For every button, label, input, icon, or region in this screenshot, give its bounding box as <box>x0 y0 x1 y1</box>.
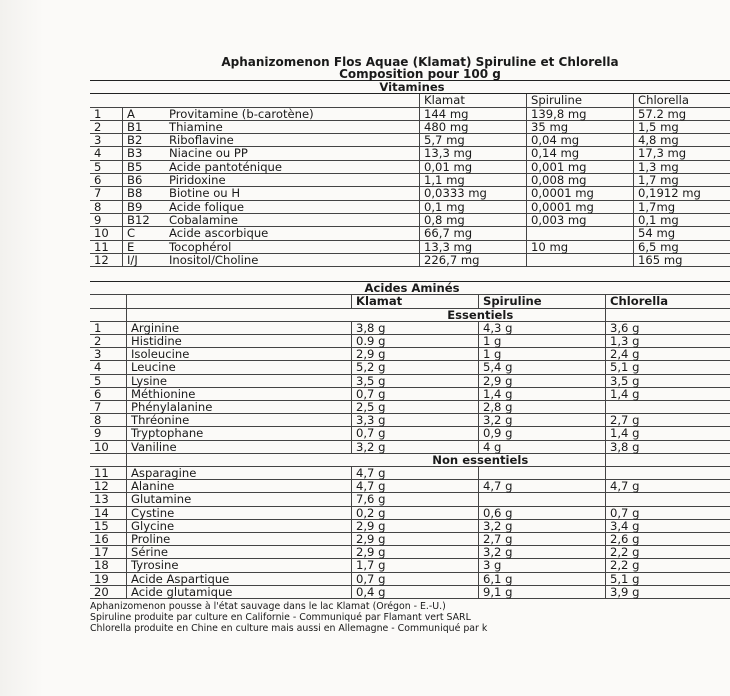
vitamin-code: C <box>123 227 166 240</box>
chlorella-value: 0,1 mg <box>634 213 730 226</box>
acides-section-row <box>90 282 730 295</box>
column-header: Spiruline <box>527 94 634 107</box>
chlorella-value: 5,1 g <box>606 572 730 585</box>
subsection-spacer <box>127 453 352 466</box>
chlorella-value: 1,4 g <box>606 427 730 440</box>
vitamin-name: Provitamine (b-carotène) <box>165 107 420 120</box>
klamat-value: 2,9 g <box>352 348 479 361</box>
chlorella-value: 1,7 mg <box>634 174 730 187</box>
chlorella-value <box>606 400 730 413</box>
notes <box>90 601 730 634</box>
spiruline-value: 0,9 g <box>479 427 606 440</box>
klamat-value: 13,3 mg <box>420 147 527 160</box>
klamat-value: 7,6 g <box>352 493 479 506</box>
row-number: 12 <box>90 480 127 493</box>
vitamines-section-title: Vitamines <box>90 81 730 94</box>
klamat-value: 66,7 mg <box>420 227 527 240</box>
klamat-value: 0.9 g <box>352 334 479 347</box>
amino-acid-name: Tryptophane <box>127 427 352 440</box>
vitamin-name: Inositol/Choline <box>165 253 420 266</box>
acides-section-title: Acides Aminés <box>90 282 730 295</box>
vitamin-name: Tocophérol <box>165 240 420 253</box>
column-header: Chlorella <box>606 295 730 308</box>
row-number: 8 <box>90 200 123 213</box>
table-row <box>90 427 730 440</box>
amino-acid-name: Phénylalanine <box>127 400 352 413</box>
klamat-value: 1,7 g <box>352 559 479 572</box>
table-row <box>90 533 730 546</box>
chlorella-value: 6,5 mg <box>634 240 730 253</box>
chlorella-value: 3,9 g <box>606 585 730 598</box>
chlorella-value <box>606 467 730 480</box>
klamat-value: 226,7 mg <box>420 253 527 266</box>
table-row <box>90 493 730 506</box>
vitamin-code: B3 <box>123 147 166 160</box>
row-number: 6 <box>90 387 127 400</box>
spiruline-value: 0,001 mg <box>527 160 634 173</box>
amino-acid-name: Alanine <box>127 480 352 493</box>
spiruline-value: 0,008 mg <box>527 174 634 187</box>
amino-acid-name: Méthionine <box>127 387 352 400</box>
table-row <box>90 519 730 532</box>
row-number: 11 <box>90 467 127 480</box>
chlorella-value: 1,5 mg <box>634 120 730 133</box>
table-row <box>90 147 730 160</box>
table-row <box>90 321 730 334</box>
document-title: Aphanizomenon Flos Aquae (Klamat) Spiruline et Chlorella <box>221 55 619 69</box>
klamat-value: 144 mg <box>420 107 527 120</box>
spiruline-value: 35 mg <box>527 120 634 133</box>
subsection-spacer <box>90 308 127 321</box>
klamat-value: 0,0333 mg <box>420 187 527 200</box>
vitamin-name: Niacine ou PP <box>165 147 420 160</box>
chlorella-value: 165 mg <box>634 253 730 266</box>
table-row <box>90 506 730 519</box>
table-row <box>90 361 730 374</box>
row-number: 19 <box>90 572 127 585</box>
table-row <box>90 174 730 187</box>
subsection-spacer <box>606 453 730 466</box>
spiruline-value <box>527 253 634 266</box>
vitamin-name: Thiamine <box>165 120 420 133</box>
chlorella-value: 2,6 g <box>606 533 730 546</box>
spiruline-value: 4 g <box>479 440 606 453</box>
row-number: 13 <box>90 493 127 506</box>
table-row <box>90 414 730 427</box>
subsection-spacer <box>606 308 730 321</box>
row-number: 7 <box>90 400 127 413</box>
amino-acid-name: Vaniline <box>127 440 352 453</box>
spiruline-value: 9,1 g <box>479 585 606 598</box>
row-number: 3 <box>90 134 123 147</box>
spiruline-value <box>479 467 606 480</box>
row-number: 15 <box>90 519 127 532</box>
amino-acid-name: Proline <box>127 533 352 546</box>
vitamin-name: Piridoxine <box>165 174 420 187</box>
column-header: Klamat <box>420 94 527 107</box>
chlorella-value: 57.2 mg <box>634 107 730 120</box>
klamat-value: 0,4 g <box>352 585 479 598</box>
table-row <box>90 374 730 387</box>
amino-acid-name: Isoleucine <box>127 348 352 361</box>
column-header: Chlorella <box>634 94 730 107</box>
table-row <box>90 213 730 226</box>
spiruline-value: 3 g <box>479 559 606 572</box>
spiruline-value: 3,2 g <box>479 414 606 427</box>
row-number: 4 <box>90 147 123 160</box>
klamat-value: 0,7 g <box>352 427 479 440</box>
vitamin-name: Acide pantoténique <box>165 160 420 173</box>
vitamin-code: A <box>123 107 166 120</box>
klamat-value: 0,1 mg <box>420 200 527 213</box>
subsection-row <box>90 453 730 466</box>
amino-acid-name: Cystine <box>127 506 352 519</box>
vitamin-name: Acide ascorbique <box>165 227 420 240</box>
subsection-title: Non essentiels <box>352 453 606 466</box>
amino-acid-name: Histidine <box>127 334 352 347</box>
row-number: 18 <box>90 559 127 572</box>
column-header: Klamat <box>352 295 479 308</box>
chlorella-value: 4,8 mg <box>634 134 730 147</box>
table-row <box>90 200 730 213</box>
chlorella-value: 2,4 g <box>606 348 730 361</box>
vitamin-code: B5 <box>123 160 166 173</box>
table-row <box>90 467 730 480</box>
amino-acid-name: Leucine <box>127 361 352 374</box>
spiruline-value: 3,2 g <box>479 546 606 559</box>
spiruline-value: 10 mg <box>527 240 634 253</box>
row-number: 11 <box>90 240 123 253</box>
document <box>90 56 730 634</box>
amino-acid-name: Tyrosine <box>127 559 352 572</box>
table-row <box>90 134 730 147</box>
table-row <box>90 187 730 200</box>
vitamin-code: B6 <box>123 174 166 187</box>
vitamin-code: I/J <box>123 253 166 266</box>
chlorella-value: 1,4 g <box>606 387 730 400</box>
table-row <box>90 546 730 559</box>
row-number: 16 <box>90 533 127 546</box>
spiruline-value <box>527 227 634 240</box>
chlorella-value: 0,1912 mg <box>634 187 730 200</box>
klamat-value: 13,3 mg <box>420 240 527 253</box>
row-number: 9 <box>90 427 127 440</box>
vitamines-section-row <box>90 81 730 94</box>
klamat-value: 0,8 mg <box>420 213 527 226</box>
row-number: 1 <box>90 107 123 120</box>
klamat-value: 3,2 g <box>352 440 479 453</box>
chlorella-value: 54 mg <box>634 227 730 240</box>
spiruline-value: 1 g <box>479 348 606 361</box>
row-number: 10 <box>90 227 123 240</box>
klamat-value: 0,2 g <box>352 506 479 519</box>
row-number: 6 <box>90 174 123 187</box>
klamat-value: 2,5 g <box>352 400 479 413</box>
chlorella-value: 2,2 g <box>606 559 730 572</box>
klamat-value: 480 mg <box>420 120 527 133</box>
klamat-value: 3,8 g <box>352 321 479 334</box>
row-number: 4 <box>90 361 127 374</box>
chlorella-value: 1,7mg <box>634 200 730 213</box>
spiruline-value: 2,8 g <box>479 400 606 413</box>
row-number: 3 <box>90 348 127 361</box>
vitamin-name: Acide folique <box>165 200 420 213</box>
chlorella-value: 5,1 g <box>606 361 730 374</box>
table-row <box>90 585 730 598</box>
klamat-value: 3,5 g <box>352 374 479 387</box>
amino-acid-name: Asparagine <box>127 467 352 480</box>
klamat-value: 0,7 g <box>352 387 479 400</box>
chlorella-value: 0,7 g <box>606 506 730 519</box>
subsection-spacer <box>90 453 127 466</box>
chlorella-value <box>606 493 730 506</box>
amino-acid-name: Glycine <box>127 519 352 532</box>
row-number: 9 <box>90 213 123 226</box>
table-row <box>90 387 730 400</box>
table-row <box>90 253 730 266</box>
spiruline-value: 0,003 mg <box>527 213 634 226</box>
row-number: 5 <box>90 160 123 173</box>
amino-acid-name: Glutamine <box>127 493 352 506</box>
klamat-value: 1,1 mg <box>420 174 527 187</box>
table-row <box>90 348 730 361</box>
column-header: Spiruline <box>479 295 606 308</box>
klamat-value: 2,9 g <box>352 533 479 546</box>
row-number: 10 <box>90 440 127 453</box>
spiruline-value: 0,6 g <box>479 506 606 519</box>
spiruline-value: 139,8 mg <box>527 107 634 120</box>
amino-acid-name: Thréonine <box>127 414 352 427</box>
chlorella-value: 1,3 mg <box>634 160 730 173</box>
klamat-value: 5,2 g <box>352 361 479 374</box>
row-number: 14 <box>90 506 127 519</box>
table-row <box>90 559 730 572</box>
spiruline-value: 0,0001 mg <box>527 187 634 200</box>
vitamin-name: Riboflavine <box>165 134 420 147</box>
chlorella-value: 17,3 mg <box>634 147 730 160</box>
row-number: 17 <box>90 546 127 559</box>
table-row <box>90 240 730 253</box>
klamat-value: 4,7 g <box>352 480 479 493</box>
vitamin-code: B12 <box>123 213 166 226</box>
spiruline-value: 2,9 g <box>479 374 606 387</box>
klamat-value: 5,7 mg <box>420 134 527 147</box>
klamat-value: 2,9 g <box>352 519 479 532</box>
spiruline-value: 0,0001 mg <box>527 200 634 213</box>
document-subtitle: Composition pour 100 g <box>339 67 501 81</box>
note-line: Aphanizomenon pousse à l'état sauvage dans le lac Klamat (Orégon - E.-U.) <box>90 601 446 613</box>
row-number: 7 <box>90 187 123 200</box>
amino-acid-name: Acide glutamique <box>127 585 352 598</box>
klamat-value: 3,3 g <box>352 414 479 427</box>
row-number: 20 <box>90 585 127 598</box>
vitamines-table <box>90 80 730 267</box>
table-row <box>90 400 730 413</box>
amino-acid-name: Sérine <box>127 546 352 559</box>
table-row <box>90 120 730 133</box>
table-row <box>90 440 730 453</box>
subsection-row <box>90 308 730 321</box>
acides-header-row <box>90 295 730 308</box>
spiruline-value: 0,14 mg <box>527 147 634 160</box>
vitamin-name: Cobalamine <box>165 213 420 226</box>
vitamin-code: B9 <box>123 200 166 213</box>
spiruline-value: 0,04 mg <box>527 134 634 147</box>
klamat-value: 0,7 g <box>352 572 479 585</box>
header-spacer <box>127 295 352 308</box>
spiruline-value: 5,4 g <box>479 361 606 374</box>
klamat-value: 0,01 mg <box>420 160 527 173</box>
vitamin-code: B1 <box>123 120 166 133</box>
chlorella-value: 2,7 g <box>606 414 730 427</box>
spiruline-value: 4,7 g <box>479 480 606 493</box>
spiruline-value: 1,4 g <box>479 387 606 400</box>
table-row <box>90 480 730 493</box>
chlorella-value: 3,8 g <box>606 440 730 453</box>
klamat-value: 4,7 g <box>352 467 479 480</box>
chlorella-value: 4,7 g <box>606 480 730 493</box>
row-number: 8 <box>90 414 127 427</box>
vitamin-code: B8 <box>123 187 166 200</box>
row-number: 2 <box>90 334 127 347</box>
subsection-spacer <box>127 308 352 321</box>
spiruline-value: 4,3 g <box>479 321 606 334</box>
row-number: 1 <box>90 321 127 334</box>
note-line: Spiruline produite par culture en Californie - Communiqué par Flamant vert SARL <box>90 612 471 624</box>
spiruline-value: 3,2 g <box>479 519 606 532</box>
row-number: 12 <box>90 253 123 266</box>
vitamin-code: B2 <box>123 134 166 147</box>
spiruline-value: 6,1 g <box>479 572 606 585</box>
subsection-title: Essentiels <box>352 308 606 321</box>
chlorella-value: 3,6 g <box>606 321 730 334</box>
table-row <box>90 107 730 120</box>
spiruline-value <box>479 493 606 506</box>
acides-amines-table <box>90 281 730 599</box>
vitamin-code: E <box>123 240 166 253</box>
table-row <box>90 572 730 585</box>
table-row <box>90 334 730 347</box>
amino-acid-name: Arginine <box>127 321 352 334</box>
chlorella-value: 1,3 g <box>606 334 730 347</box>
row-number: 5 <box>90 374 127 387</box>
spiruline-value: 1 g <box>479 334 606 347</box>
note-line: Chlorella produite en Chine en culture mais aussi en Allemagne - Communiqué par k <box>90 623 488 635</box>
chlorella-value: 3,4 g <box>606 519 730 532</box>
chlorella-value: 2,2 g <box>606 546 730 559</box>
table-row <box>90 160 730 173</box>
klamat-value: 2,9 g <box>352 546 479 559</box>
header-spacer <box>90 94 420 107</box>
amino-acid-name: Acide Aspartique <box>127 572 352 585</box>
spiruline-value: 2,7 g <box>479 533 606 546</box>
vitamin-name: Biotine ou H <box>165 187 420 200</box>
amino-acid-name: Lysine <box>127 374 352 387</box>
vitamines-header-row <box>90 94 730 107</box>
table-row <box>90 227 730 240</box>
row-number: 2 <box>90 120 123 133</box>
header-spacer <box>90 295 127 308</box>
chlorella-value: 3,5 g <box>606 374 730 387</box>
